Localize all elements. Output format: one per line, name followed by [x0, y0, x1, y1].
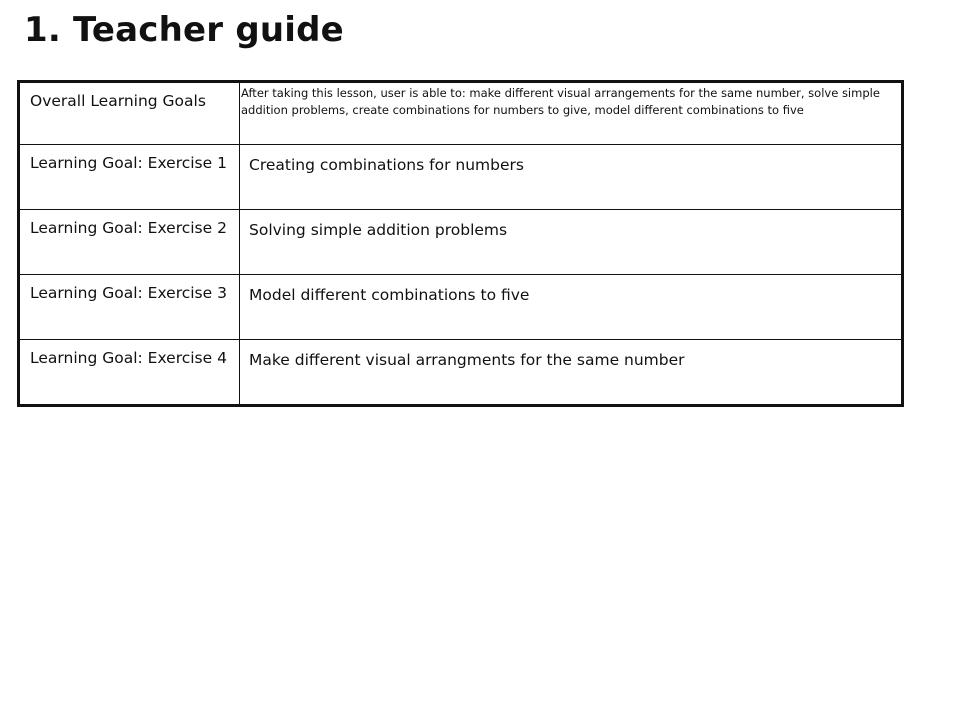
table-row-exercise-2 — [19, 210, 903, 275]
table-row-exercise-3 — [19, 275, 903, 340]
row-label-overall-goals: Overall Learning Goals — [19, 82, 240, 145]
row-value-exercise-4: Make different visual arrangments for the same number — [240, 340, 903, 406]
row-label-exercise-1: Learning Goal: Exercise 1 — [19, 145, 240, 210]
slide-title: 1. Teacher guide — [24, 10, 344, 50]
row-value-exercise-3: Model different combinations to five — [240, 275, 903, 340]
table-row-overall-goals — [19, 82, 903, 145]
row-value-exercise-2: Solving simple addition problems — [240, 210, 903, 275]
row-label-exercise-4: Learning Goal: Exercise 4 — [19, 340, 240, 406]
table-row-exercise-1 — [19, 145, 903, 210]
row-label-exercise-3: Learning Goal: Exercise 3 — [19, 275, 240, 340]
row-label-exercise-2: Learning Goal: Exercise 2 — [19, 210, 240, 275]
row-value-exercise-1: Creating combinations for numbers — [240, 145, 903, 210]
learning-goals-table — [17, 80, 904, 407]
row-value-overall-goals: After taking this lesson, user is able to: make different visual arrangements for the same number, solve simple addition problems, create combinations for numbers to give, model different combinations to five — [240, 82, 903, 145]
table-row-exercise-4 — [19, 340, 903, 406]
